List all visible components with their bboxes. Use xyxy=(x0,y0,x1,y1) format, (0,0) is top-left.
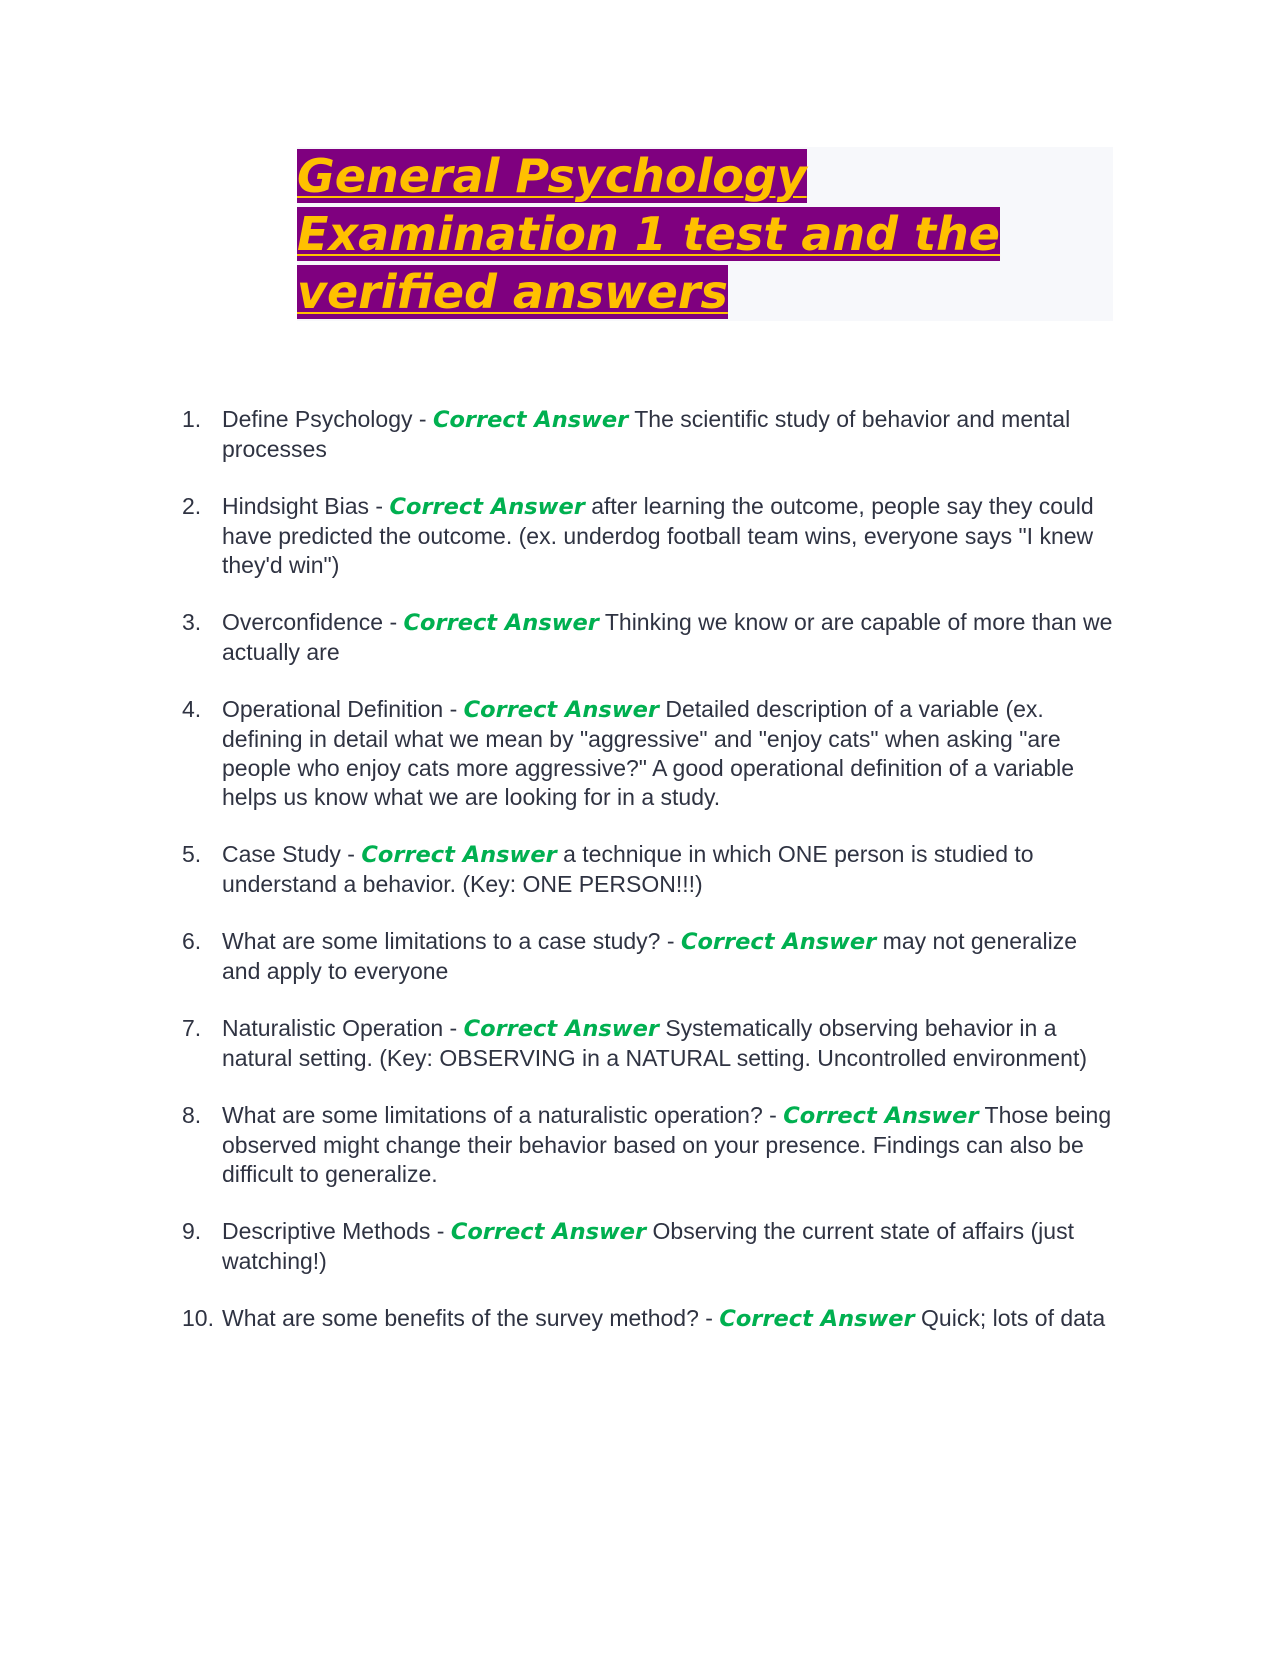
correct-answer-label: Correct Answer xyxy=(719,1306,915,1332)
item-separator: - xyxy=(698,1305,720,1331)
item-answer: may not generalize and apply to everyone xyxy=(222,928,1077,984)
correct-answer-label: Correct Answer xyxy=(783,1103,979,1129)
item-question: What are some benefits of the survey method? xyxy=(222,1305,699,1331)
item-number: 9. xyxy=(182,1218,202,1244)
item-question: Overconfidence xyxy=(222,609,384,635)
list-item xyxy=(182,695,1117,812)
item-number: 4. xyxy=(182,696,202,722)
list-item xyxy=(182,1304,1117,1334)
item-answer: a technique in which ONE person is studied to understand a behavior. (Key: ONE PERSON!!!) xyxy=(222,841,1034,897)
correct-answer-label: Correct Answer xyxy=(389,494,585,520)
list-item xyxy=(182,840,1117,899)
item-number: 10. xyxy=(182,1305,214,1331)
item-question: What are some limitations to a case study? xyxy=(222,928,661,954)
item-answer: The scientific study of behavior and mental processes xyxy=(222,406,1071,462)
list-item xyxy=(182,1101,1117,1189)
item-question: Naturalistic Operation xyxy=(222,1015,444,1041)
list-item xyxy=(182,492,1117,580)
item-answer: Quick; lots of data xyxy=(914,1305,1106,1331)
item-answer: after learning the outcome, people say they could have predicted the outcome. (ex. underdog football team wins, everyone says "I knew they'd win") xyxy=(222,493,1094,578)
item-answer: Detailed description of a variable (ex. defining in detail what we mean by "aggressive" and "enjoy cats" when asking "are people who enjoy cats more aggressive?" A good operational definition of a variable helps us know what we are looking for in a study. xyxy=(222,696,1075,810)
correct-answer-label: Correct Answer xyxy=(361,842,557,868)
correct-answer-label: Correct Answer xyxy=(432,407,629,433)
item-answer: Systematically observing behavior in a natural setting. (Key: OBSERVING in a NATURAL setting. Uncontrolled environment) xyxy=(222,1015,1088,1071)
item-separator: - xyxy=(430,1218,451,1244)
item-separator: - xyxy=(762,1102,784,1128)
item-separator: - xyxy=(443,1015,464,1041)
item-separator: - xyxy=(383,609,404,635)
correct-answer-label: Correct Answer xyxy=(463,697,659,723)
list-item xyxy=(182,927,1117,986)
item-answer: Those being observed might change their behavior based on your presence. Findings can also be difficult to generalize. xyxy=(222,1102,1112,1187)
item-answer: Thinking we know or are capable of more than we actually are xyxy=(222,609,1113,665)
document-title xyxy=(297,147,1077,321)
correct-answer-label: Correct Answer xyxy=(680,929,877,955)
correct-answer-label: Correct Answer xyxy=(403,610,599,636)
item-number: 8. xyxy=(182,1102,202,1128)
item-number: 1. xyxy=(182,406,202,432)
item-separator: - xyxy=(412,406,433,432)
item-number: 2. xyxy=(182,493,202,519)
item-number: 5. xyxy=(182,841,202,867)
item-question: What are some limitations of a naturalistic operation? xyxy=(222,1102,763,1128)
item-separator: - xyxy=(340,841,362,867)
item-number: 6. xyxy=(182,928,202,954)
correct-answer-label: Correct Answer xyxy=(450,1219,647,1245)
item-separator: - xyxy=(369,493,390,519)
item-question: Define Psychology xyxy=(222,406,413,432)
list-item xyxy=(182,1014,1117,1073)
list-item xyxy=(182,405,1117,464)
item-separator: - xyxy=(443,696,464,722)
item-separator: - xyxy=(660,928,681,954)
item-question: Operational Definition xyxy=(222,696,444,722)
document-title-text: General Psychology Examination 1 test and the verified answers xyxy=(297,149,1001,319)
correct-answer-label: Correct Answer xyxy=(463,1016,659,1042)
item-answer: Observing the current state of affairs (just watching!) xyxy=(222,1218,1074,1274)
list-item xyxy=(182,608,1117,667)
item-question: Descriptive Methods xyxy=(222,1218,431,1244)
question-answer-list xyxy=(182,405,1117,1362)
item-question: Hindsight Bias xyxy=(222,493,370,519)
item-number: 7. xyxy=(182,1015,202,1041)
item-number: 3. xyxy=(182,609,202,635)
list-item xyxy=(182,1217,1117,1276)
item-question: Case Study xyxy=(222,841,341,867)
